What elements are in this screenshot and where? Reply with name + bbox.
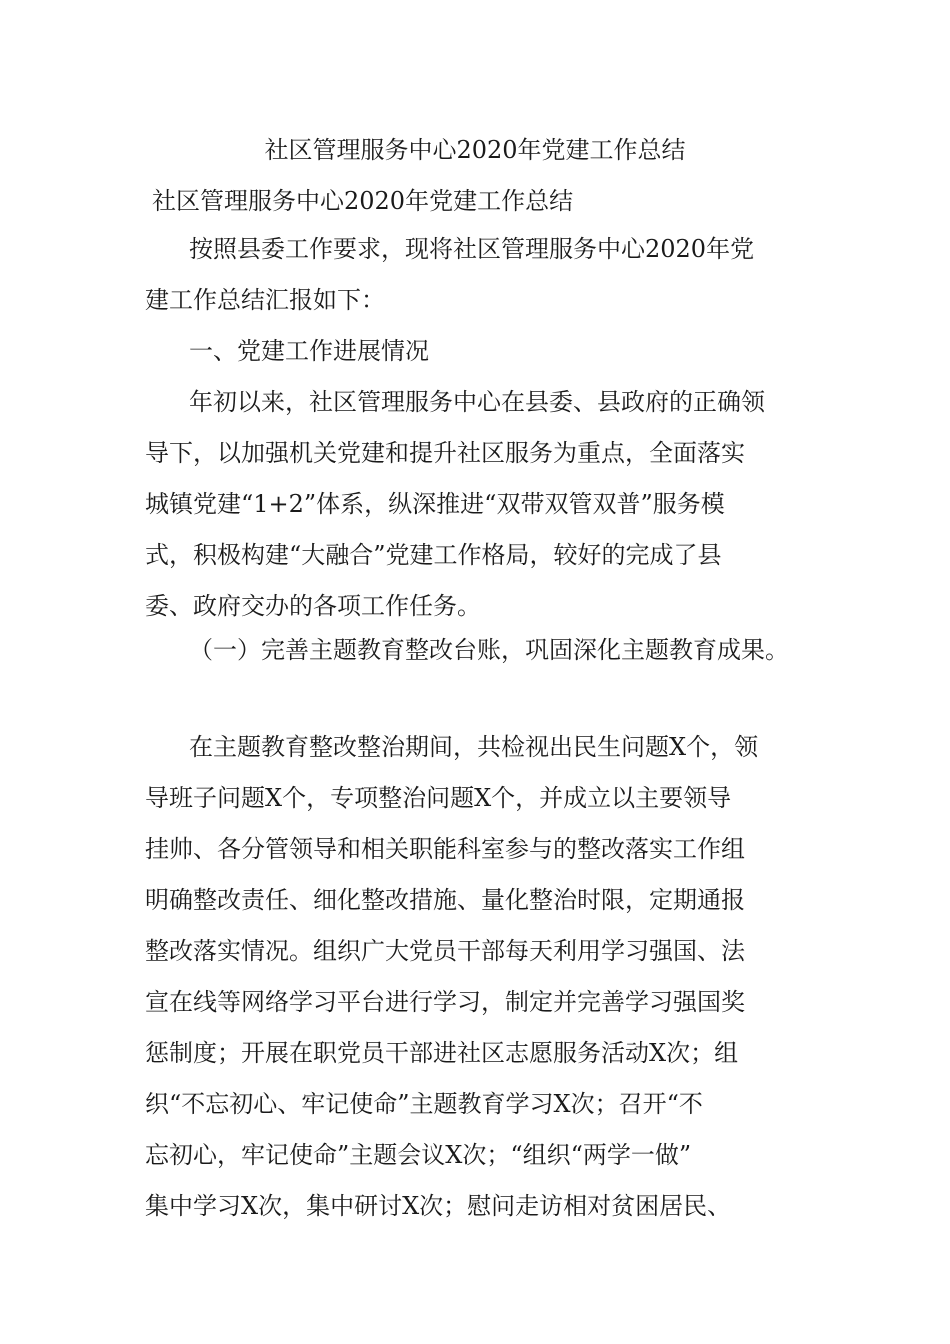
para-1-line-2: 导下，以加强机关党建和提升社区服务为重点，全面落实	[145, 439, 745, 467]
subsection-1-heading-block	[145, 625, 845, 676]
document-title: 社区管理服务中心2020年党建工作总结	[264, 136, 686, 164]
para-2-line-5: 整改落实情况。组织广大党员干部每天利用学习强国、法	[145, 937, 745, 965]
para-2-line-8: 织“不忘初心、牢记使命”主题教育学习X次；召开“不	[145, 1090, 703, 1118]
para-1-line-4: 式，积极构建“大融合”党建工作格局，较好的完成了县	[145, 541, 722, 569]
subsection-1-heading: （一）完善主题教育整改台账，巩固深化主题教育成果。	[189, 636, 789, 664]
intro-line-1: 按照县委工作要求，现将社区管理服务中心2020年党	[189, 235, 755, 263]
section-1-heading-block	[145, 326, 810, 377]
paragraph-2	[145, 722, 810, 1232]
para-2-line-9: 忘初心，牢记使命”主题会议X次；“组织“两学一做”	[145, 1141, 692, 1169]
para-1-line-1: 年初以来，社区管理服务中心在县委、县政府的正确领	[189, 388, 765, 416]
intro-line-2: 建工作总结汇报如下：	[145, 286, 385, 314]
para-1-line-3: 城镇党建“1+2”体系，纵深推进“双带双管双普”服务模	[145, 490, 725, 518]
para-2-line-7: 惩制度；开展在职党员干部进社区志愿服务活动X次；组	[145, 1039, 739, 1067]
para-1-line-5: 委、政府交办的各项工作任务。	[145, 592, 481, 620]
paragraph-1	[145, 377, 810, 632]
para-2-line-1: 在主题教育整改整治期间，共检视出民生问题X个，领	[189, 733, 759, 761]
para-2-line-10: 集中学习X次，集中研讨X次；慰问走访相对贫困居民、	[145, 1192, 732, 1220]
para-2-line-4: 明确整改责任、细化整改措施、量化整治时限，定期通报	[145, 886, 745, 914]
intro-paragraph	[145, 224, 810, 326]
document-subtitle: 社区管理服务中心2020年党建工作总结	[152, 187, 574, 215]
para-2-line-6: 宣在线等网络学习平台进行学习，制定并完善学习强国奖	[145, 988, 745, 1016]
section-1-heading: 一、党建工作进展情况	[189, 337, 429, 365]
para-2-line-3: 挂帅、各分管领导和相关职能科室参与的整改落实工作组	[145, 835, 745, 863]
para-2-line-2: 导班子问题X个，专项整治问题X个，并成立以主要领导	[145, 784, 732, 812]
